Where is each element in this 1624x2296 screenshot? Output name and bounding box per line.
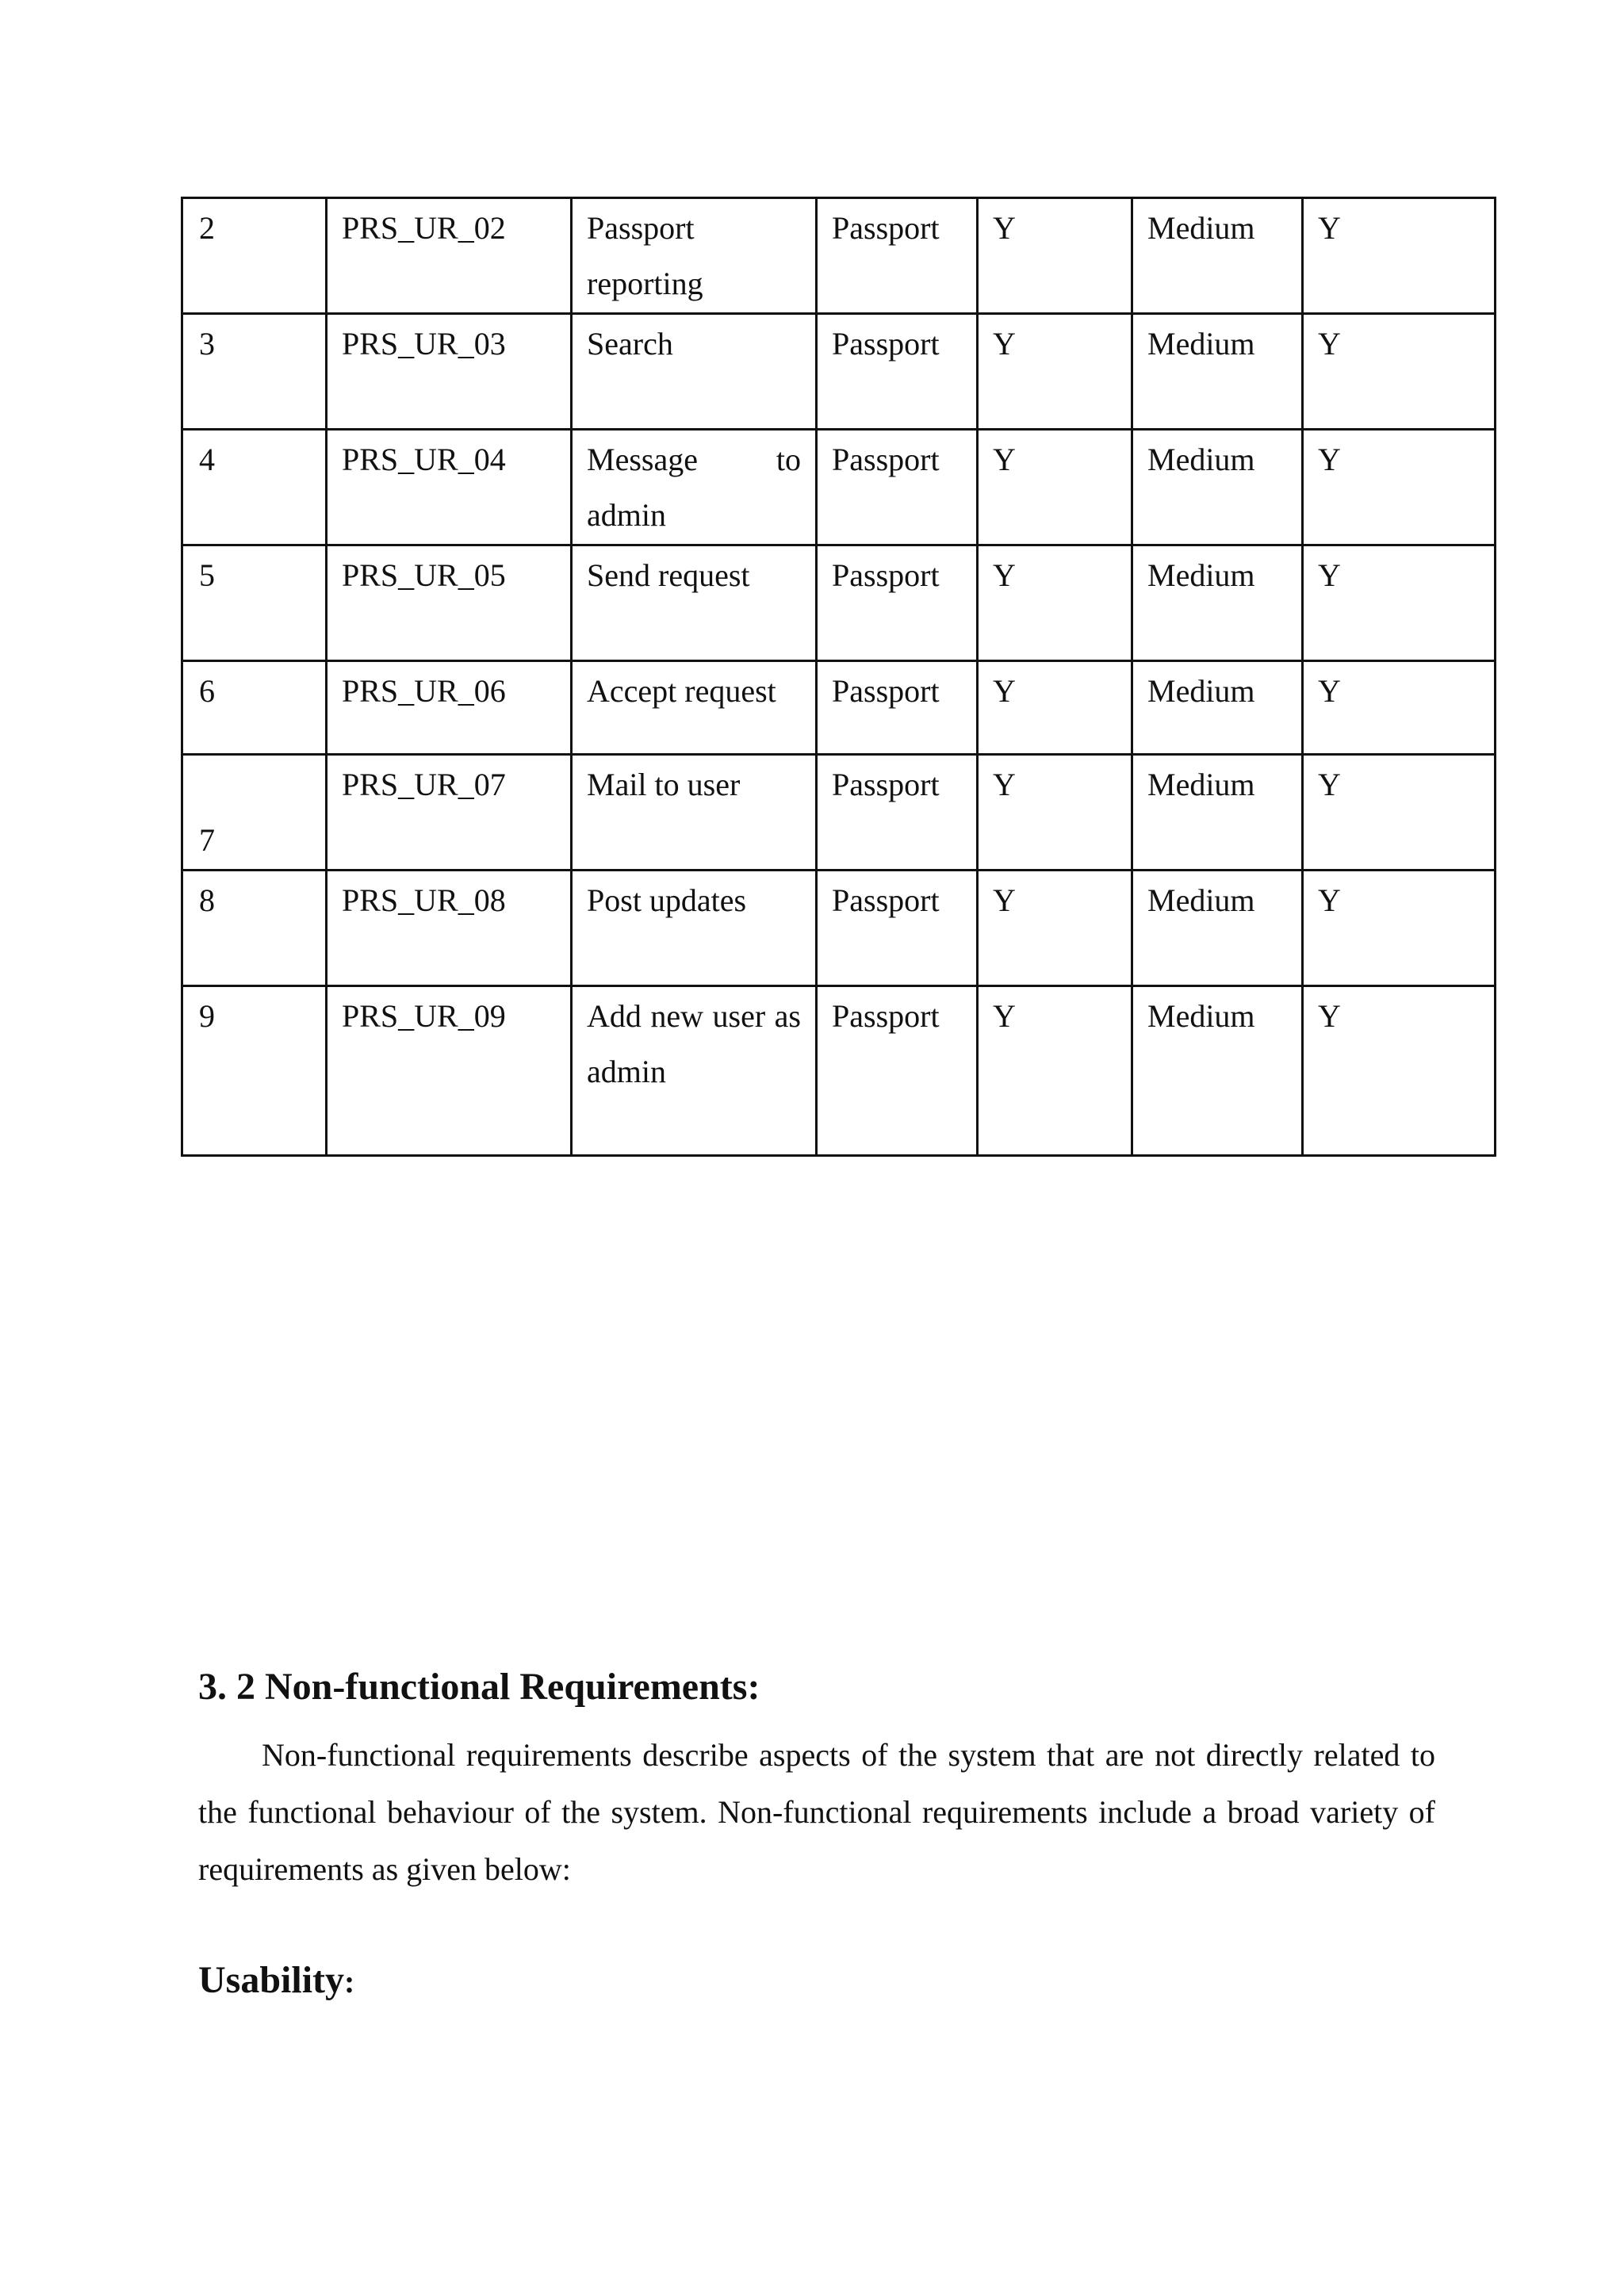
- requirement-id-text: PRS_UR_07: [342, 767, 506, 802]
- requirements-table-body: [182, 198, 1496, 1156]
- flag-text: Y: [993, 210, 1016, 246]
- usability-heading-text: Usability: [198, 1959, 345, 2001]
- table-row: [182, 871, 1496, 986]
- priority-cell: [1132, 755, 1303, 871]
- flag-cell: [978, 545, 1132, 661]
- requirement-name-cell: [572, 755, 817, 871]
- module-cell: [817, 871, 978, 986]
- module-cell: [817, 314, 978, 430]
- requirement-id-cell: [327, 986, 572, 1156]
- status-text: Y: [1318, 673, 1341, 709]
- module-text: Passport: [832, 767, 940, 802]
- module-text: Passport: [832, 442, 940, 477]
- section-paragraph: Non-functional requirements describe aspects of the system that are not directly related to the functional behaviour of the system. Non-functional requirements include a broad variety of requirements as given below:: [198, 1737, 1435, 1887]
- status-cell: [1303, 545, 1496, 661]
- module-cell: [817, 430, 978, 545]
- table-row: [182, 661, 1496, 755]
- priority-cell: [1132, 661, 1303, 755]
- module-cell: [817, 755, 978, 871]
- row-number-cell: [182, 198, 327, 314]
- requirement-id-text: PRS_UR_08: [342, 882, 506, 918]
- row-number-text: 4: [199, 442, 215, 477]
- section-heading: 3. 2 Non-functional Requirements:: [198, 1666, 760, 1708]
- row-number-cell: [182, 986, 327, 1156]
- module-text: Passport: [832, 673, 940, 709]
- requirement-name-text: Accept request: [587, 673, 776, 709]
- priority-text: Medium: [1147, 557, 1255, 593]
- requirement-name-cell: [572, 198, 817, 314]
- requirement-id-text: PRS_UR_09: [342, 998, 506, 1034]
- flag-text: Y: [993, 673, 1016, 709]
- row-number-cell: [182, 871, 327, 986]
- module-text: Passport: [832, 557, 940, 593]
- row-number-text: 5: [199, 557, 215, 593]
- module-text: Passport: [832, 882, 940, 918]
- priority-text: Medium: [1147, 673, 1255, 709]
- flag-text: Y: [993, 767, 1016, 802]
- requirement-name-cell: [572, 314, 817, 430]
- row-number-text: 9: [199, 998, 215, 1034]
- priority-cell: [1132, 545, 1303, 661]
- table-row: [182, 545, 1496, 661]
- priority-cell: [1132, 430, 1303, 545]
- requirement-id-cell: [327, 755, 572, 871]
- requirement-id-cell: [327, 198, 572, 314]
- status-cell: [1303, 755, 1496, 871]
- flag-text: Y: [993, 882, 1016, 918]
- requirement-name-cell: [572, 871, 817, 986]
- status-text: Y: [1318, 210, 1341, 246]
- usability-heading-colon: :: [344, 1964, 355, 1999]
- requirement-id-text: PRS_UR_03: [342, 326, 506, 362]
- status-text: Y: [1318, 557, 1341, 593]
- row-number-cell: [182, 430, 327, 545]
- priority-cell: [1132, 986, 1303, 1156]
- status-cell: [1303, 198, 1496, 314]
- status-text: Y: [1318, 442, 1341, 477]
- flag-cell: [978, 430, 1132, 545]
- table-row: [182, 986, 1496, 1156]
- module-cell: [817, 986, 978, 1156]
- row-number-cell: [182, 545, 327, 661]
- flag-text: Y: [993, 326, 1016, 362]
- row-number-cell: [182, 314, 327, 430]
- requirements-table: [181, 197, 1496, 1157]
- status-text: Y: [1318, 767, 1341, 802]
- requirement-id-text: PRS_UR_05: [342, 557, 506, 593]
- requirement-id-cell: [327, 430, 572, 545]
- requirement-name-text: Passport reporting: [587, 210, 703, 301]
- module-cell: [817, 545, 978, 661]
- table-row: [182, 314, 1496, 430]
- priority-cell: [1132, 871, 1303, 986]
- flag-text: Y: [993, 442, 1016, 477]
- flag-text: Y: [993, 557, 1016, 593]
- requirement-name-text: Message to admin: [587, 442, 801, 533]
- requirement-name-text: Search: [587, 326, 673, 362]
- row-number-text: 3: [199, 326, 215, 362]
- requirement-name-cell: [572, 986, 817, 1156]
- row-number-text: 7: [199, 822, 215, 858]
- flag-cell: [978, 755, 1132, 871]
- module-text: Passport: [832, 998, 940, 1034]
- status-cell: [1303, 314, 1496, 430]
- priority-text: Medium: [1147, 882, 1255, 918]
- priority-text: Medium: [1147, 998, 1255, 1034]
- requirement-name-cell: [572, 661, 817, 755]
- flag-cell: [978, 314, 1132, 430]
- priority-text: Medium: [1147, 210, 1255, 246]
- requirement-id-cell: [327, 545, 572, 661]
- flag-cell: [978, 198, 1132, 314]
- requirement-name-text: Post updates: [587, 882, 747, 918]
- usability-heading: [198, 1957, 354, 2006]
- table-row: [182, 198, 1496, 314]
- requirement-id-text: PRS_UR_04: [342, 442, 506, 477]
- requirement-id-text: PRS_UR_02: [342, 210, 506, 246]
- requirement-name-cell: [572, 430, 817, 545]
- flag-text: Y: [993, 998, 1016, 1034]
- status-text: Y: [1318, 882, 1341, 918]
- requirement-id-cell: [327, 314, 572, 430]
- row-number-text: 6: [199, 673, 215, 709]
- requirement-id-cell: [327, 661, 572, 755]
- priority-text: Medium: [1147, 326, 1255, 362]
- module-cell: [817, 661, 978, 755]
- priority-text: Medium: [1147, 767, 1255, 802]
- row-number-cell: [182, 755, 327, 871]
- row-number-text: 2: [199, 210, 215, 246]
- priority-text: Medium: [1147, 442, 1255, 477]
- requirement-name-cell: [572, 545, 817, 661]
- flag-cell: [978, 871, 1132, 986]
- requirement-name-text: Add new user as admin: [587, 998, 801, 1089]
- status-cell: [1303, 986, 1496, 1156]
- requirement-id-text: PRS_UR_06: [342, 673, 506, 709]
- row-number-cell: [182, 661, 327, 755]
- status-cell: [1303, 661, 1496, 755]
- table-row: [182, 755, 1496, 871]
- row-number-text: 8: [199, 882, 215, 918]
- flag-cell: [978, 661, 1132, 755]
- requirement-name-text: Send request: [587, 557, 750, 593]
- priority-cell: [1132, 314, 1303, 430]
- flag-cell: [978, 986, 1132, 1156]
- module-cell: [817, 198, 978, 314]
- status-text: Y: [1318, 326, 1341, 362]
- requirement-name-text: Mail to user: [587, 767, 741, 802]
- status-cell: [1303, 430, 1496, 545]
- module-text: Passport: [832, 326, 940, 362]
- table-row: [182, 430, 1496, 545]
- priority-cell: [1132, 198, 1303, 314]
- status-text: Y: [1318, 998, 1341, 1034]
- status-cell: [1303, 871, 1496, 986]
- module-text: Passport: [832, 210, 940, 246]
- requirement-id-cell: [327, 871, 572, 986]
